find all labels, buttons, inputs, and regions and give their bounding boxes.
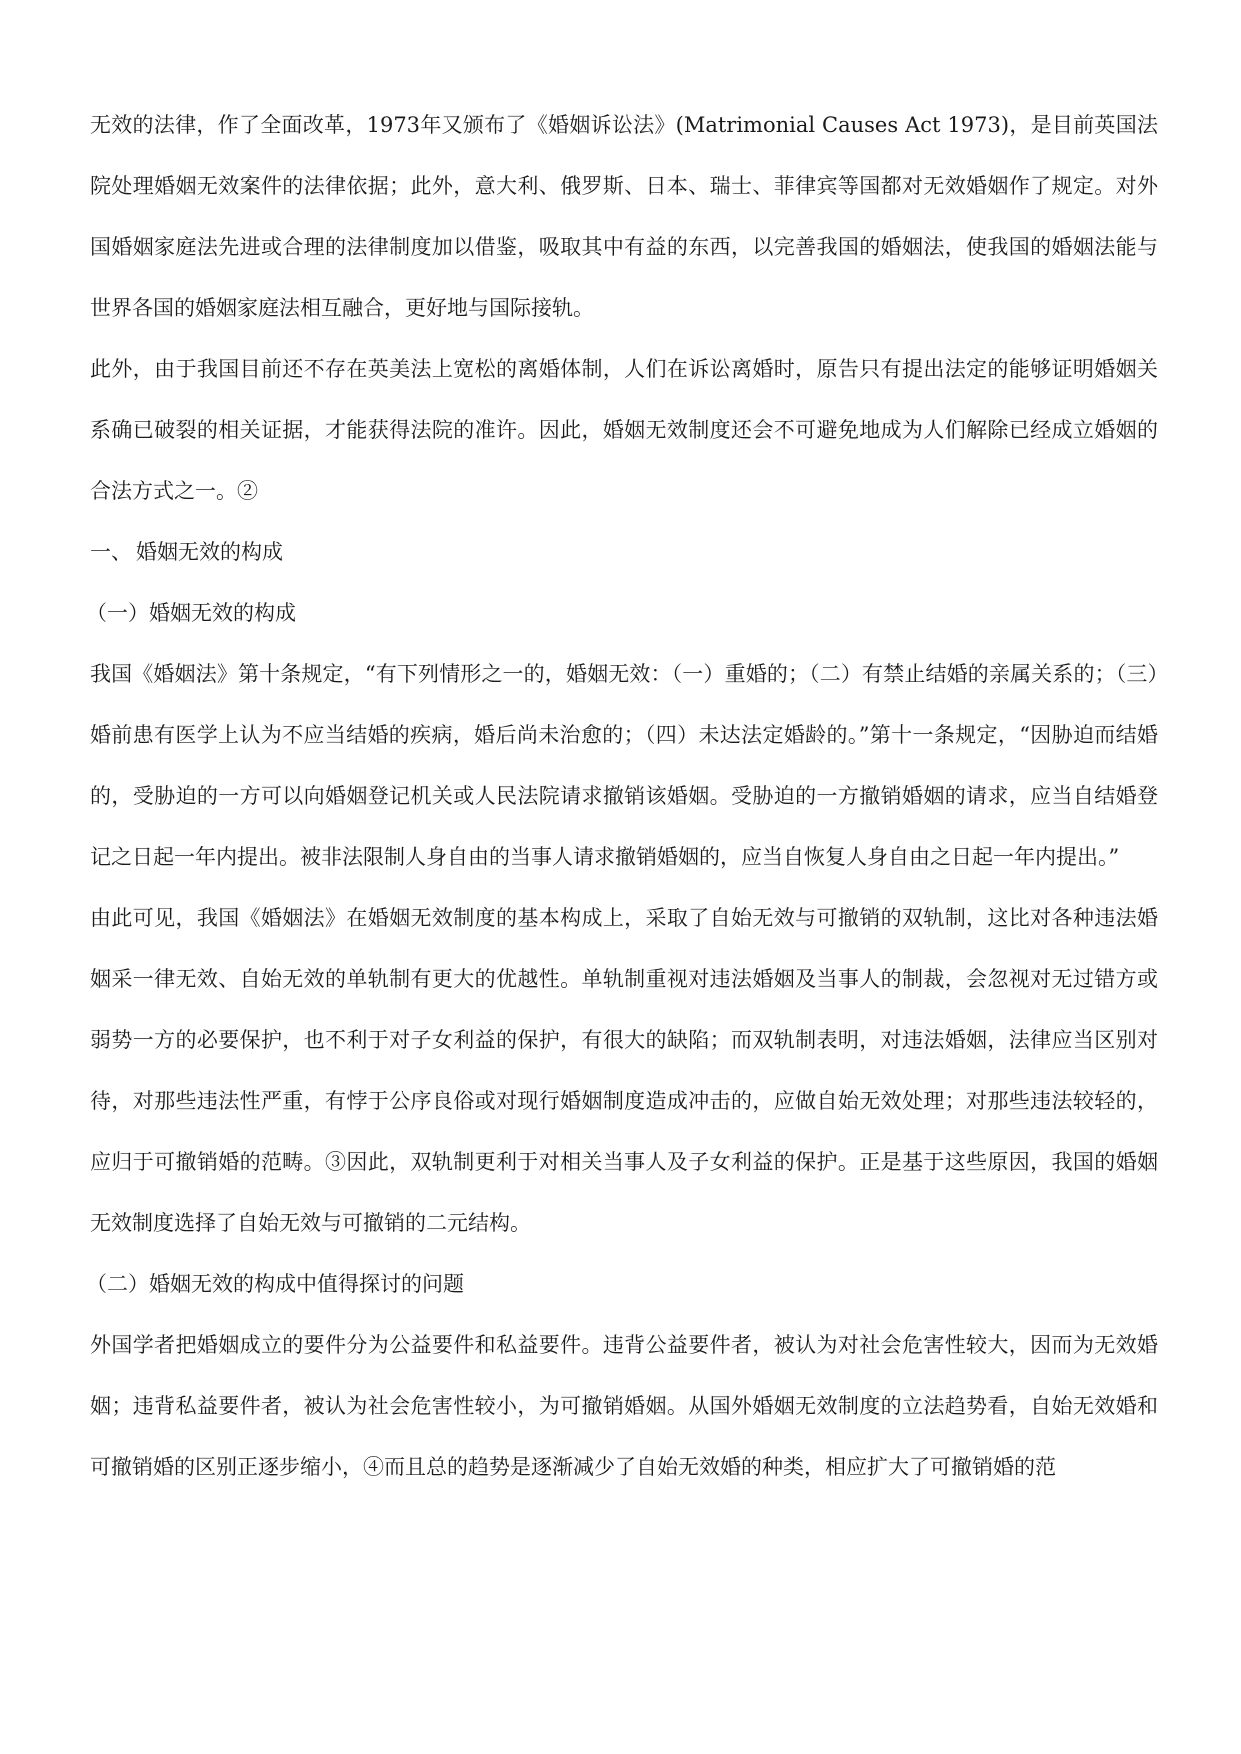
section-title: 婚姻无效的构成 bbox=[136, 540, 283, 564]
subsection-heading: （一）婚姻无效的构成 bbox=[86, 601, 296, 625]
paragraph: 此外，由于我国目前还不存在英美法上宽松的离婚体制，人们在诉讼离婚时，原告只有提出法定的能够证明婚姻关系确已破裂的相关证据，才能获得法院的准许。因此，婚姻无效制度还会不可避免地成为人们解除已经成立婚姻的合法方式之一。② bbox=[90, 357, 1158, 503]
section-number: 一、 bbox=[90, 540, 132, 564]
paragraph: 由此可见，我国《婚姻法》在婚姻无效制度的基本构成上，采取了自始无效与可撤销的双轨制，这比对各种违法婚姻采一律无效、自始无效的单轨制有更大的优越性。单轨制重视对违法婚姻及当事人的制裁，会忽视对无过错方或弱势一方的必要保护，也不利于对子女利益的保护，有很大的缺陷；而双轨制表明，对违法婚姻，法律应当区别对待，对那些违法性严重，有悖于公序良俗或对现行婚姻制度造成冲击的，应做自始无效处理；对那些违法较轻的，应归于可撤销婚的范畴。③因此，双轨制更利于对相关当事人及子女利益的保护。正是基于这些原因，我国的婚姻无效制度选择了自始无效与可撤销的二元结构。 bbox=[90, 906, 1158, 1235]
subsection-heading: （二）婚姻无效的构成中值得探讨的问题 bbox=[86, 1272, 464, 1296]
paragraph: 我国《婚姻法》第十条规定，“有下列情形之一的，婚姻无效：（一）重婚的；（二）有禁止结婚的亲属关系的；（三）婚前患有医学上认为不应当结婚的疾病，婚后尚未治愈的；（四）未达法定婚龄的。”第十一条规定，“因胁迫而结婚的，受胁迫的一方可以向婚姻登记机关或人民法院请求撤销该婚姻。受胁迫的一方撤销婚姻的请求，应当自结婚登记之日起一年内提出。被非法限制人身自由的当事人请求撤销婚姻的，应当自恢复人身自由之日起一年内提出。” bbox=[90, 662, 1158, 869]
paragraph: 外国学者把婚姻成立的要件分为公益要件和私益要件。违背公益要件者，被认为对社会危害性较大，因而为无效婚姻；违背私益要件者，被认为社会危害性较小，为可撤销婚姻。从国外婚姻无效制度的立法趋势看，自始无效婚和可撤销婚的区别正逐步缩小，④而且总的趋势是逐渐减少了自始无效婚的种类，相应扩大了可撤销婚的范 bbox=[90, 1333, 1158, 1479]
document-page bbox=[86, 95, 1158, 1498]
section-heading bbox=[90, 522, 1158, 583]
paragraph: 无效的法律，作了全面改革，1973年又颁布了《婚姻诉讼法》(Matrimonial Causes Act 1973)，是目前英国法院处理婚姻无效案件的法律依据；此外，意大利、俄罗斯、日本、瑞士、菲律宾等国都对无效婚姻作了规定。对外国婚姻家庭法先进或合理的法律制度加以借鉴，吸取其中有益的东西，以完善我国的婚姻法，使我国的婚姻法能与世界各国的婚姻家庭法相互融合，更好地与国际接轨。 bbox=[90, 113, 1158, 320]
